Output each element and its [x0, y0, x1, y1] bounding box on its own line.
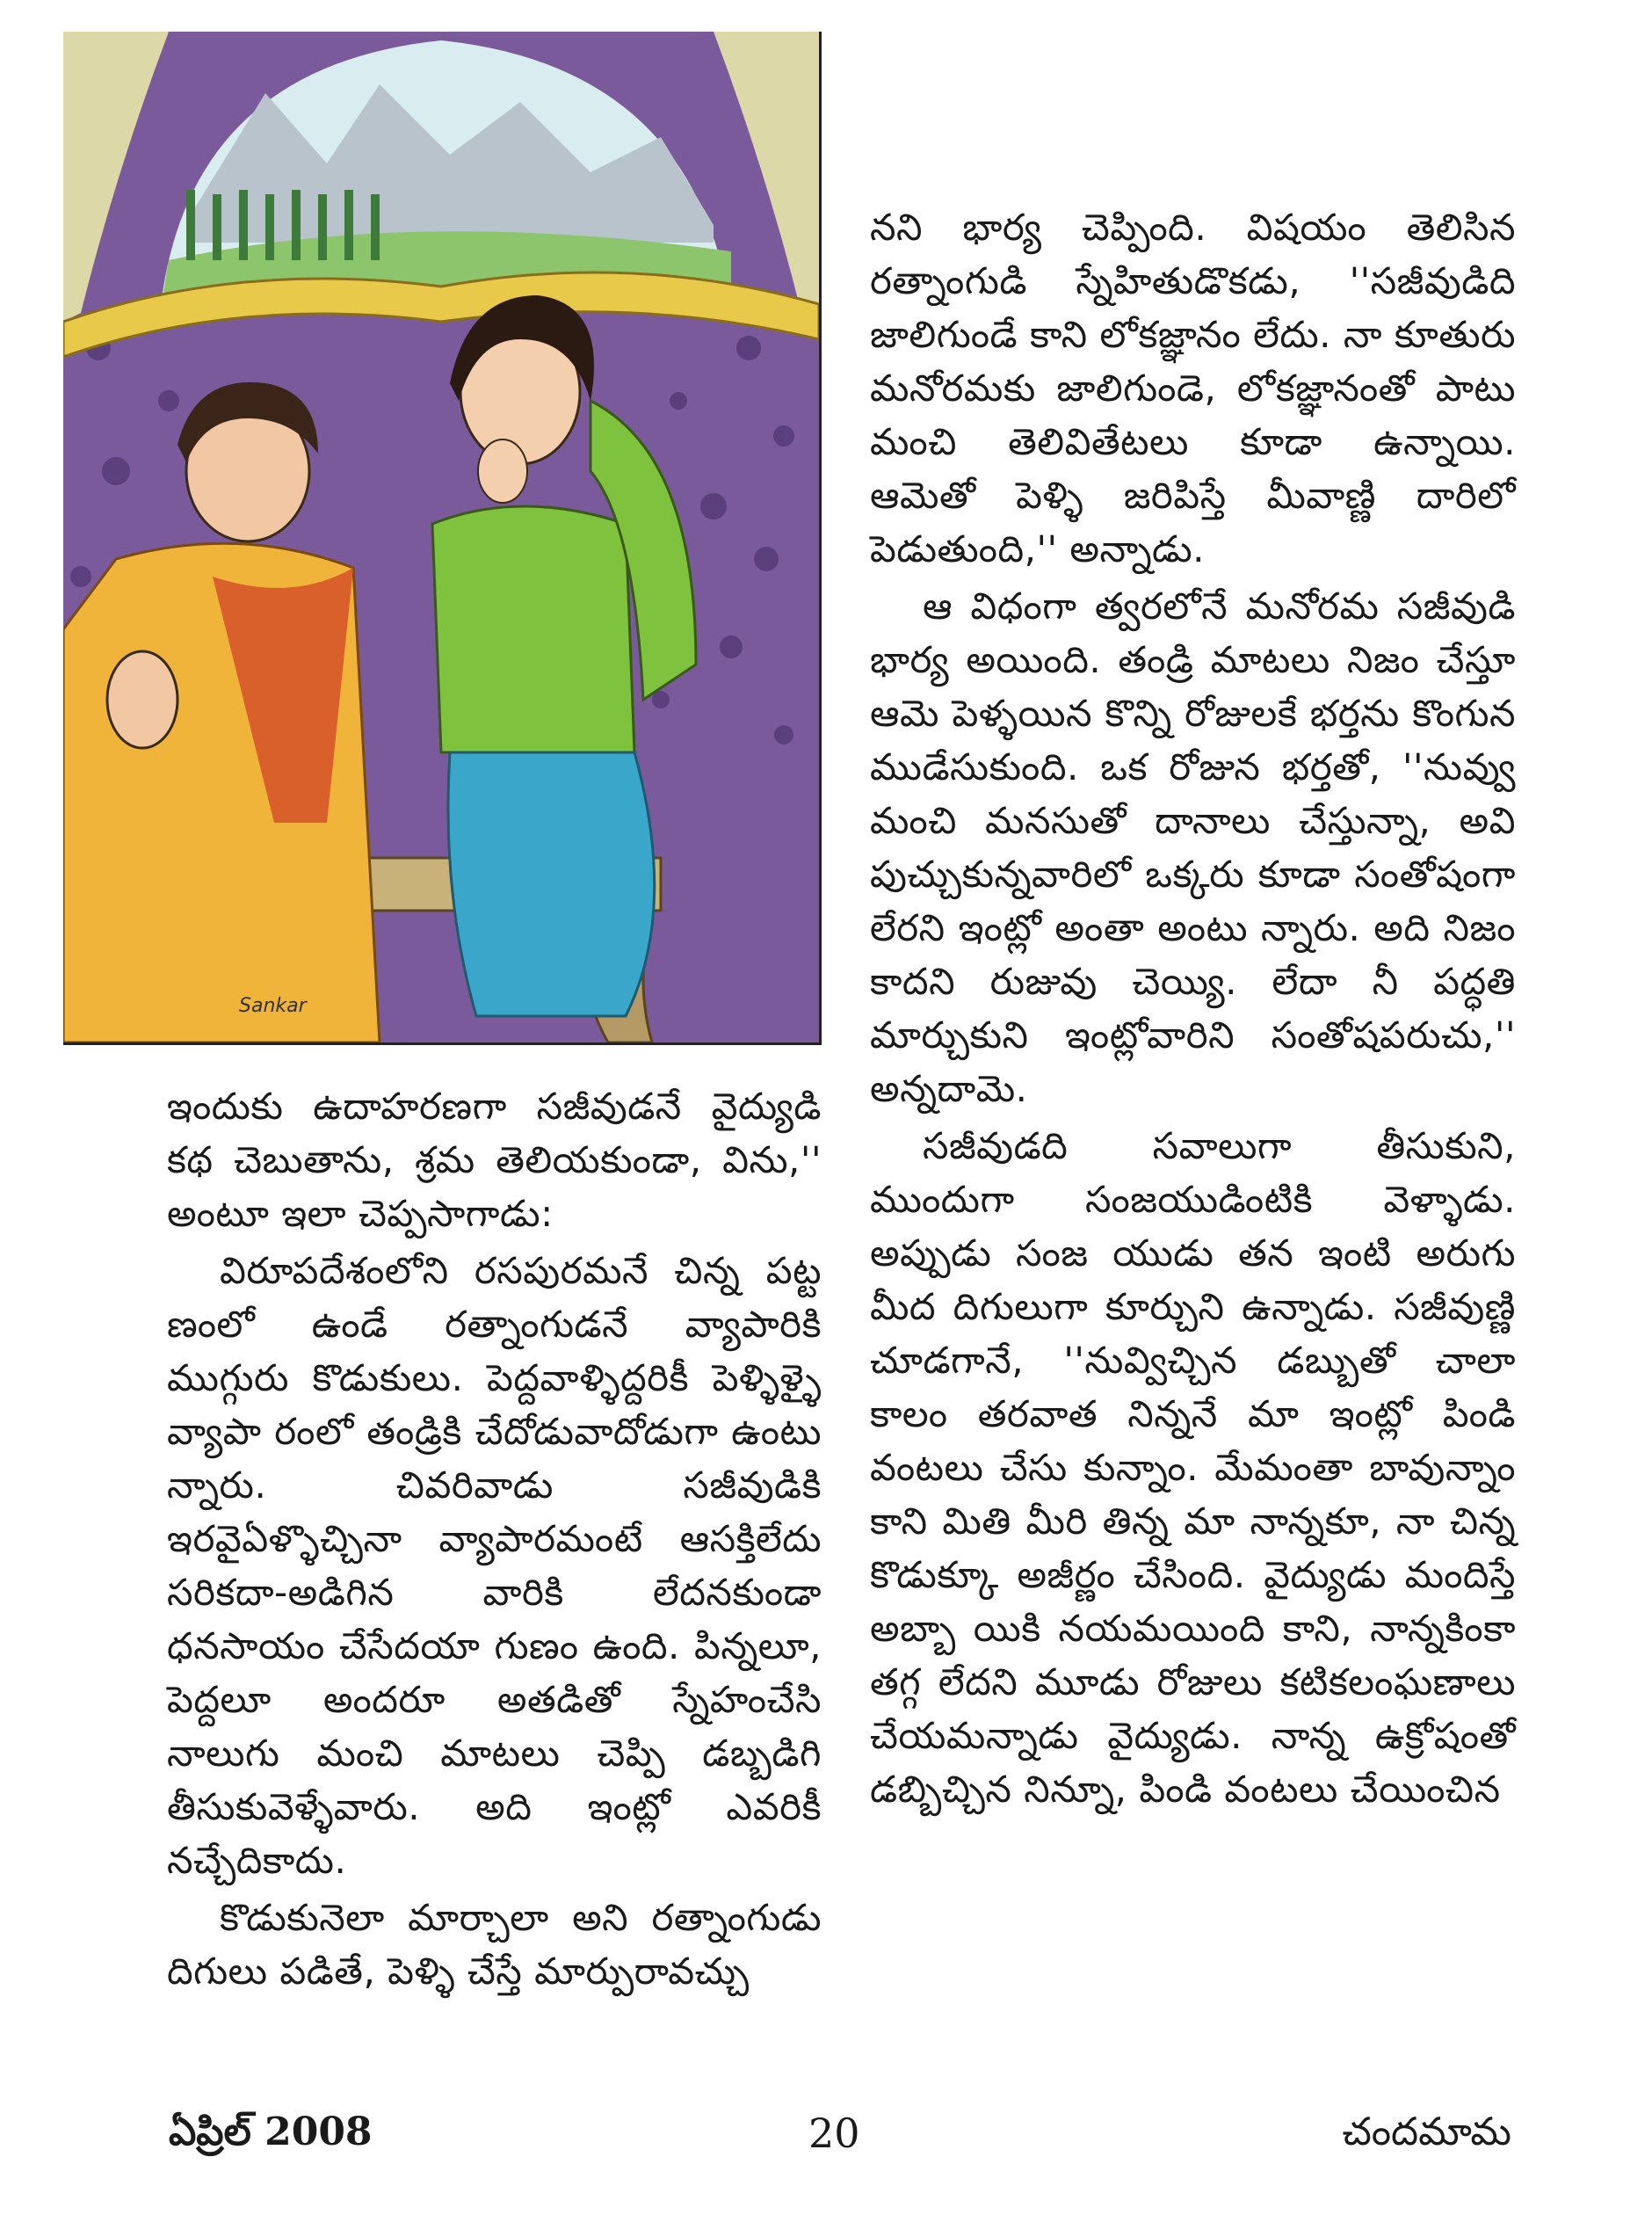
- column-right: [870, 200, 1516, 1819]
- paragraph: నని భార్య చెప్పింది. విషయం తెలిసిన రత్నాంగుడి స్నేహితుడొకడు, ''సజీవుడిది జాలిగుండే కాని లోకజ్ఞానం లేదు. నా కూతురు మనోరమకు జాలిగుండె, లోకజ్ఞానంతో పాటు మంచి తెలివితేటలు కూడా ఉన్నాయి. ఆమెతో పెళ్ళి జరిపిస్తే మీవాణ్ణి దారిలో పెడుతుంది,'' అన్నాడు.: [870, 206, 1516, 570]
- paragraph: ఇందుకు ఉదాహరణగా సజీవుడనే వైద్యుడి కథ చెబుతాను, శ్రమ తెలియకుండా, విను,'' అంటూ ఇలా చెప్పసాగాడు:: [167, 1085, 822, 1235]
- story-illustration: [63, 32, 822, 1045]
- magazine-name: చందమామ: [1342, 2110, 1511, 2154]
- column-left: [167, 1079, 822, 2001]
- paragraph: సజీవుడది సవాలుగా తీసుకుని, ముందుగా సంజయుడింటికి వెళ్ళాడు. అప్పుడు సంజ యుడు తన ఇంటి అరుగు మీద దిగులుగా కూర్చుని ఉన్నాడు. సజీవుణ్ణి చూడగానే, ''నువ్విచ్చిన డబ్బుతో చాలా కాలం తరవాత నిన్ననే మా ఇంట్లో పిండి వంటలు చేసు కున్నాం. మేమంతా బావున్నాం కాని మితి మీరి తిన్న మా నాన్నకూ, నా చిన్న కొడుక్కూ అజీర్ణం చేసింది. వైద్యుడు మందిస్తే అబ్బా యికి నయమయింది కాని, నాన్నకింకా తగ్గ లేదని మూడు రోజులు కటికలంఘణాలు చేయమన్నాడు వైద్యుడు. నాన్న ఉక్రోషంతో డబ్బిచ్చిన నిన్నూ, పిండి వంటలు చేయించిన: [870, 1124, 1516, 1811]
- paragraph: ఆ విధంగా త్వరలోనే మనోరమ సజీవుడి భార్య అయింది. తండ్రి మాటలు నిజం చేస్తూ ఆమె పెళ్ళయిన కొన్ని రోజులకే భర్తను కొంగున ముడేసుకుంది. ఒక రోజున భర్తతో, ''నువ్వు మంచి మనసుతో దానాలు చేస్తున్నా, అవి పుచ్చుకున్నవారిలో ఒక్కరు కూడా సంతోషంగా లేరని ఇంట్లో అంతా అంటు న్నారు. అది నిజం కాదని రుజువు చెయ్యి. లేదా నీ పద్ధతి మార్చుకుని ఇంట్లోవారిని సంతోషపరుచు,'' అన్నదామె.: [870, 585, 1516, 1110]
- page-number: 20: [808, 2110, 860, 2157]
- issue-date: ఏప్రిల్ 2008: [169, 2110, 373, 2154]
- paragraph: కొడుకునెలా మార్చాలా అని రత్నాంగుడు దిగులు పడితే, పెళ్ళి చేస్తే మార్పురావచ్చు: [167, 1896, 822, 1993]
- paragraph: విరూపదేశంలోని రసపురమనే చిన్న పట్ట ణంలో ఉండే రత్నాంగుడనే వ్యాపారికి ముగ్గురు కొడుకులు. పెద్దవాళ్ళిద్దరికీ పెళ్ళిళ్ళై వ్యాపా రంలో తండ్రికి చేదోడువాదోడుగా ఉంటు న్నారు. చివరివాడు సజీవుడికి ఇరవైఏళ్ళొచ్చినా వ్యాపారమంటే ఆసక్తిలేదు సరికదా-అడిగిన వారికి లేదనకుండా ధనసాయం చేసేదయా గుణం ఉంది. పిన్నలూ, పెద్దలూ అందరూ అతడితో స్నేహంచేసి నాలుగు మంచి మాటలు చెప్పి డబ్బడిగి తీసుకువెళ్ళేవారు. అది ఇంట్లో ఎవరికీ నచ్చేదికాదు.: [167, 1249, 822, 1882]
- artist-signature: Sankar: [239, 995, 307, 1017]
- illustration-art: [63, 32, 819, 1042]
